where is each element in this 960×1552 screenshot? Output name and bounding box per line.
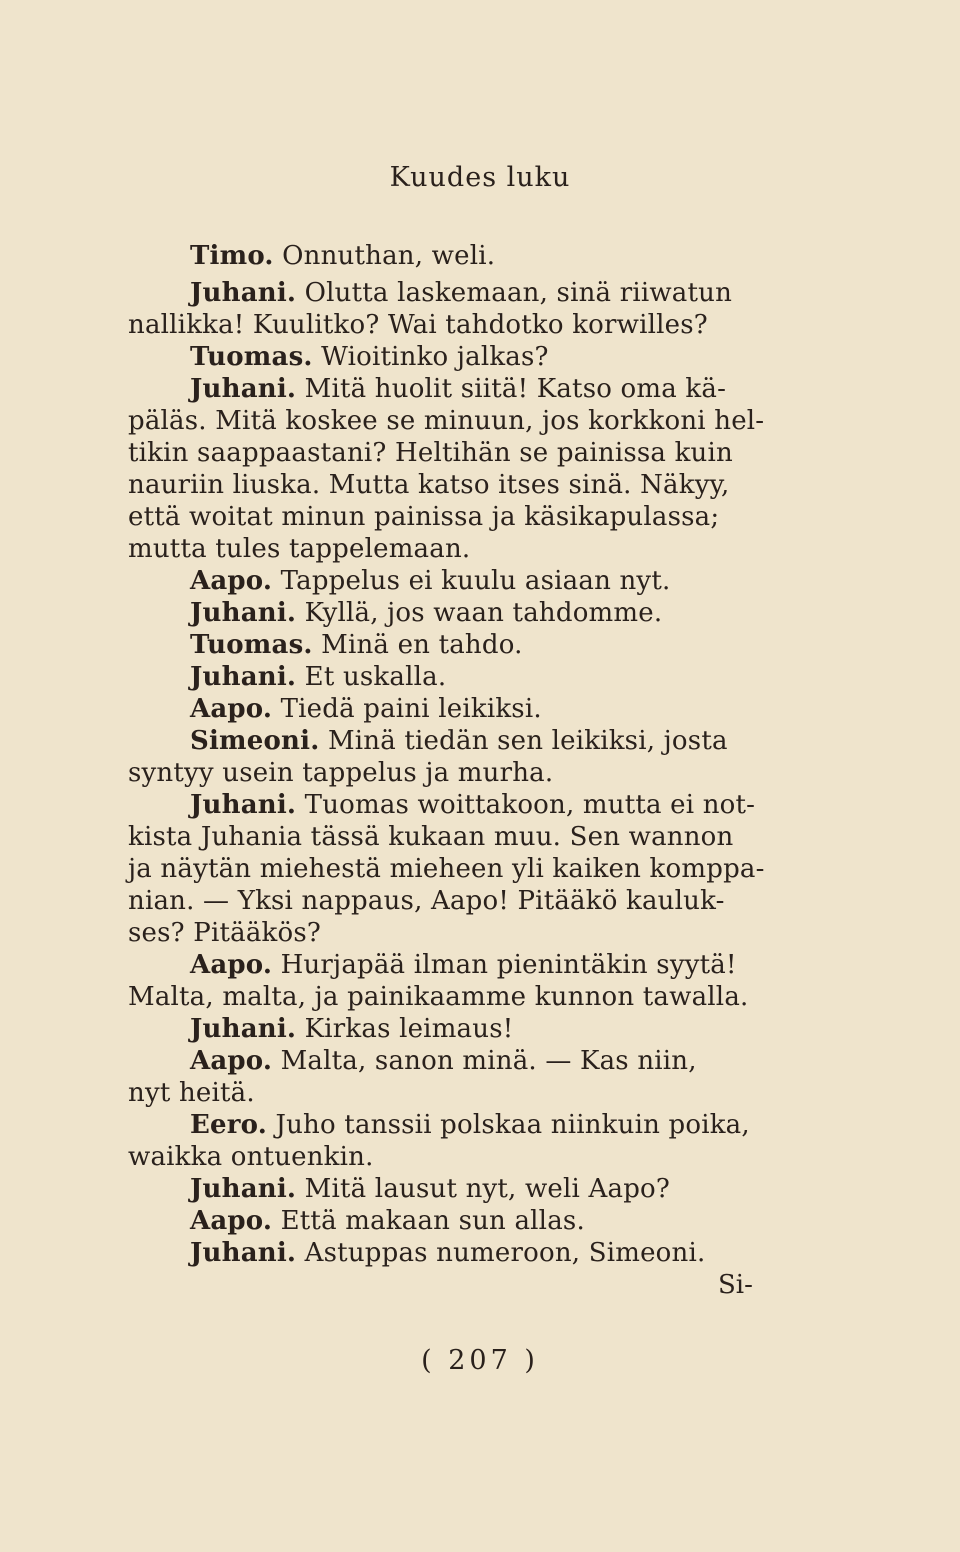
line-text: nyt heitä. — [128, 1078, 255, 1108]
line-text: Malta, malta, ja painikaamme kunnon tawalla. — [128, 982, 749, 1012]
line-text: Minä en tahdo. — [312, 630, 523, 660]
line-text: Minä tiedän sen leikiksi, josta — [319, 726, 728, 756]
line-text: Tiedä paini leikiksi. — [272, 694, 542, 724]
text-line — [190, 597, 662, 629]
text-line — [128, 309, 708, 341]
text-line — [128, 469, 730, 501]
text-line — [190, 565, 670, 597]
text-line — [128, 917, 321, 949]
line-text: ses? Pitääkös? — [128, 918, 322, 948]
text-line — [190, 1205, 585, 1237]
speaker-name: Juhani. — [190, 662, 297, 692]
speaker-name: Tuomas. — [190, 630, 313, 660]
line-text: syntyy usein tappelus ja murha. — [128, 758, 554, 788]
text-line — [190, 341, 549, 373]
page-number: ( 207 ) — [421, 1345, 539, 1376]
speaker-name: Juhani. — [190, 1014, 297, 1044]
line-text: ja näytän miehestä mieheen yli kaiken komppa- — [128, 854, 765, 884]
text-line — [190, 1109, 750, 1141]
speaker-name: Simeoni. — [190, 726, 320, 756]
line-text: että woitat minun painissa ja käsikapulassa; — [128, 502, 720, 532]
line-text: Onnuthan, weli. — [273, 241, 496, 271]
speaker-name: Juhani. — [190, 790, 297, 820]
line-text: Kyllä, jos waan tahdomme. — [296, 598, 663, 628]
chapter-header: Kuudes luku — [389, 162, 571, 193]
speaker-name: Juhani. — [190, 278, 297, 308]
speaker-name: Juhani. — [190, 1238, 297, 1268]
line-text: Tappelus ei kuulu asiaan nyt. — [272, 566, 671, 596]
speaker-name: Aapo. — [190, 1046, 273, 1076]
text-line — [128, 853, 765, 885]
text-line — [190, 1045, 697, 1077]
text-line — [128, 501, 719, 533]
text-line — [190, 240, 495, 272]
line-text: Että makaan sun allas. — [272, 1206, 585, 1236]
line-text: nallikka! Kuulitko? Wai tahdotko korwilles? — [128, 310, 708, 340]
line-text: Juho tanssii polskaa niinkuin poika, — [267, 1110, 750, 1140]
line-text: päläs. Mitä koskee se minuun, jos korkkoni hel- — [128, 406, 765, 436]
speaker-name: Eero. — [190, 1110, 267, 1140]
text-line — [190, 693, 542, 725]
text-line — [128, 821, 733, 853]
line-text: kista Juhania tässä kukaan muu. Sen wannon — [128, 822, 734, 852]
line-text: nauriin liuska. Mutta katso itses sinä. Näkyy, — [128, 470, 730, 500]
text-line — [190, 949, 737, 981]
text-line — [190, 1237, 705, 1269]
line-text: Hurjapää ilman pienintäkin syytä! — [272, 950, 737, 980]
speaker-name: Juhani. — [190, 1174, 297, 1204]
speaker-name: Aapo. — [190, 694, 273, 724]
speaker-name: Aapo. — [190, 566, 273, 596]
text-line — [190, 789, 755, 821]
line-text: Mitä huolit siitä! Katso oma kä- — [296, 374, 727, 404]
line-text: waikka ontuenkin. — [128, 1142, 374, 1172]
text-line — [128, 1077, 255, 1109]
text-line — [128, 405, 764, 437]
speaker-name: Juhani. — [190, 374, 297, 404]
text-line — [128, 757, 553, 789]
speaker-name: Juhani. — [190, 598, 297, 628]
line-text: Tuomas woittakoon, mutta ei not- — [296, 790, 756, 820]
catchword: Si- — [718, 1270, 753, 1300]
text-line — [190, 725, 728, 757]
text-line — [190, 629, 523, 661]
text-line — [128, 533, 470, 565]
line-text: tikin saappaastani? Heltihän se painissa kuin — [128, 438, 733, 468]
text-line — [128, 885, 725, 917]
line-text: nian. — Yksi nappaus, Aapo! Pitääkö kauluk- — [128, 886, 725, 916]
text-line — [190, 277, 732, 309]
line-text: Wioitinko jalkas? — [312, 342, 549, 372]
speaker-name: Tuomas. — [190, 342, 313, 372]
speaker-name: Timo. — [190, 241, 274, 271]
line-text: Astuppas numeroon, Simeoni. — [296, 1238, 706, 1268]
text-line — [128, 437, 733, 469]
speaker-name: Aapo. — [190, 1206, 273, 1236]
text-line — [190, 1173, 670, 1205]
line-text: Malta, sanon minä. — Kas niin, — [272, 1046, 697, 1076]
line-text: Et uskalla. — [296, 662, 447, 692]
text-line — [190, 1013, 513, 1045]
line-text: mutta tules tappelemaan. — [128, 534, 471, 564]
line-text: Mitä lausut nyt, weli Aapo? — [296, 1174, 671, 1204]
text-line — [190, 661, 446, 693]
speaker-name: Aapo. — [190, 950, 273, 980]
text-line — [190, 373, 726, 405]
line-text: Olutta laskemaan, sinä riiwatun — [296, 278, 733, 308]
line-text: Kirkas leimaus! — [296, 1014, 514, 1044]
text-line — [128, 1141, 374, 1173]
text-line — [128, 981, 749, 1013]
